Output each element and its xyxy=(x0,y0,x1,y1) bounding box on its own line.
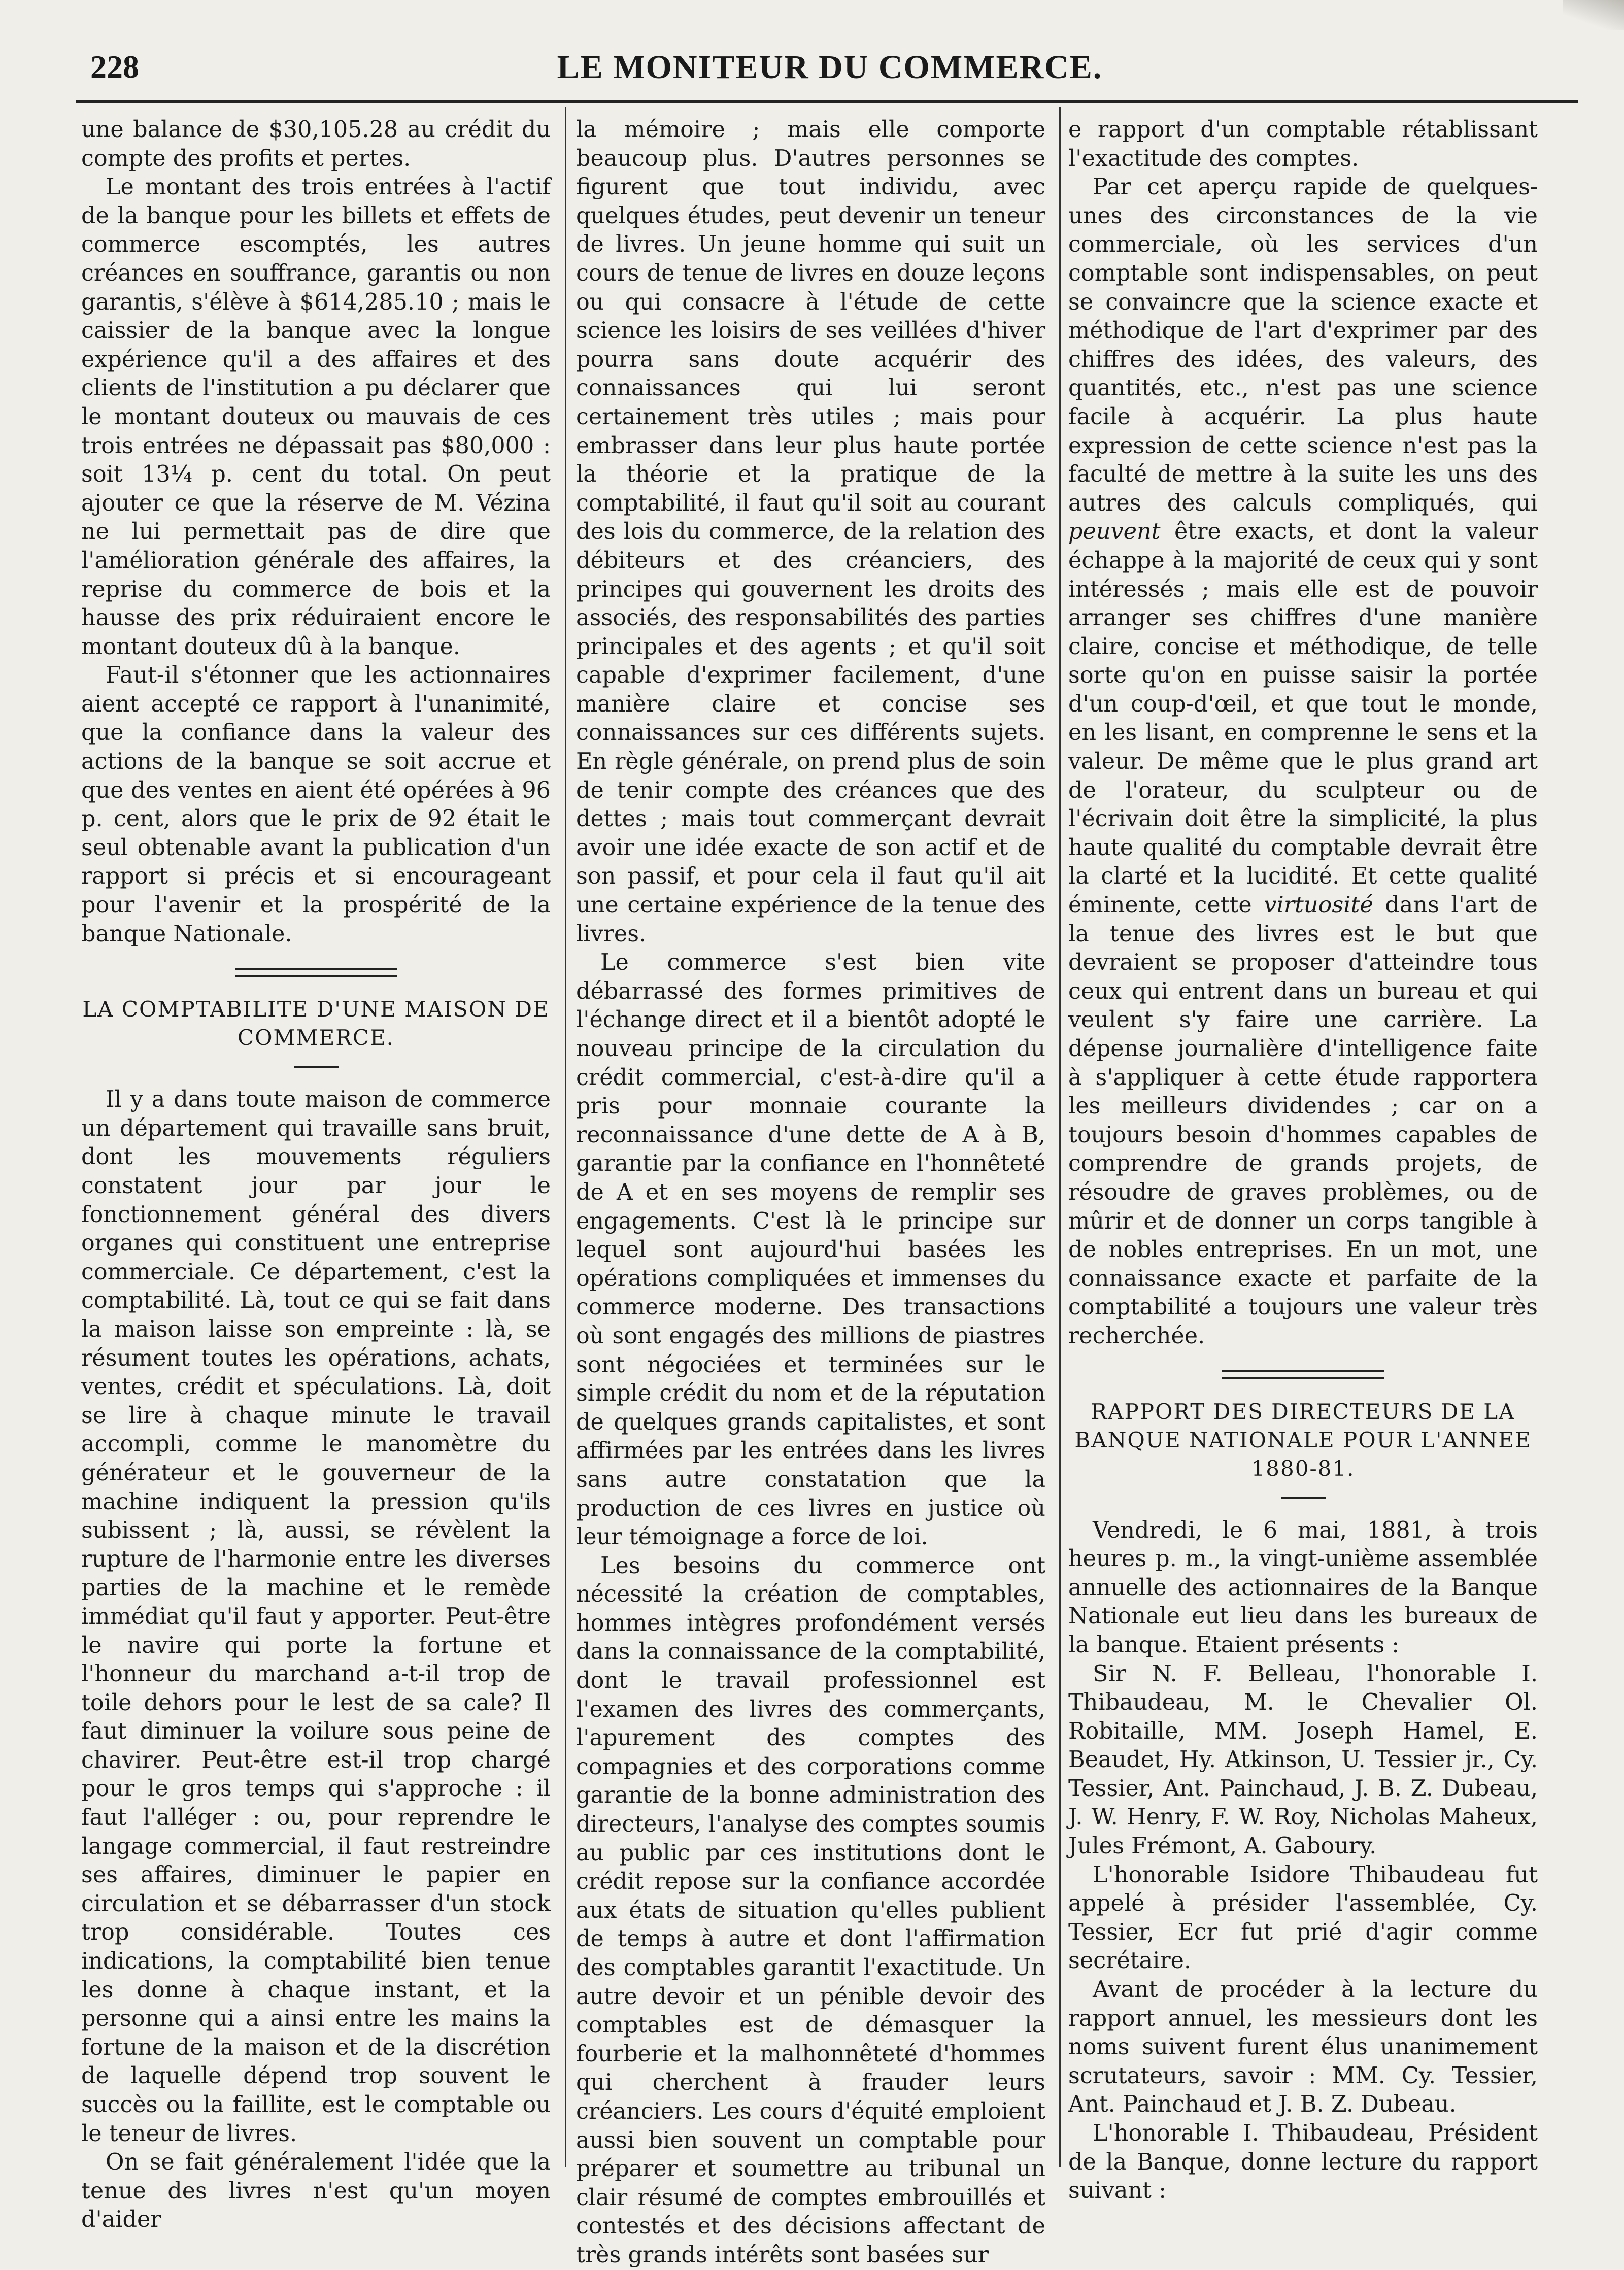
section-double-rule xyxy=(1222,1370,1384,1379)
col3-paragraph-4: Sir N. F. Belleau, l'honorable I. Thibaudeau, M. le Chevalier Ol. Robitaille, MM. Joseph Hamel, E. Beaudet, Hy. Atkinson, U. Tessier jr., Cy. Tessier, Ant. Painchaud, J. B. Z. Dubeau, J. W. Henry, F. W. Roy, Nicholas Maheux, Jules Frémont, A. Gaboury. xyxy=(1068,1661,1538,1859)
header-rule xyxy=(76,100,1578,103)
col2-paragraph-3: Les besoins du commerce ont nécessité la création de comptables, hommes intègres profondément versés dans la connaissance de la comptabilité, dont le travail professionnel est l'examen des livres des commerçants, l'apurement des comptes des compagnies et des corporations comme garantie de la bonne administration des directeurs, l'analyse des comptes soumis au public par ces institutions dont le crédit repose sur la confiance accordée aux états de situation qu'elles publient de temps à autre et dont l'affirmation des comptables garantit l'exactitude. Un autre devoir et un pénible devoir des comptables est de démasquer la fourberie et la malhonnêteté d'hommes qui cherchent à frauder leurs créanciers. Les cours d'équité emploient aussi bien souvent un comptable pour préparer et soumettre au tribunal un clair résumé de comptes embrouillés et contestés et des décisions affectant de très grands intérêts sont basées sur xyxy=(576,1552,1045,2268)
column-divider-1 xyxy=(565,107,566,2167)
col3-paragraph-1: e rapport d'un comptable rétablissant l'exactitude des comptes. xyxy=(1068,117,1538,172)
column-divider-2 xyxy=(1059,107,1061,2167)
section-short-rule xyxy=(294,1066,339,1068)
col3-paragraph-2-part-a: Par cet aperçu rapide de quelques-unes des circonstances de la vie commerciale, où les services d'un comptable sont indispensables, on peut se convaincre que la science exacte et méthodique de l'art d'exprimer par des chiffres des idées, des valeurs, des quantités, etc., n'est pas une science facile à acquérir. La plus haute expression de cette science n'est pas la faculté de mettre à la suite les uns des autres des calculs compliqués, qui xyxy=(1068,174,1538,516)
col3-paragraph-5: L'honorable Isidore Thibaudeau fut appelé à présider l'assemblée, Cy. Tessier, Ecr fut prié d'agir comme secrétaire. xyxy=(1068,1861,1538,1974)
section-double-rule xyxy=(235,968,397,977)
col1-paragraph-4: Il y a dans toute maison de commerce un département qui travaille sans bruit, dont les mouvements réguliers constatent jour par jour le fonctionnement général des divers organes qui constituent une entreprise commerciale. Ce département, c'est la comptabilité. Là, tout ce qui se fait dans la maison laisse son empreinte : là, se résument toutes les opérations, achats, ventes, crédit et spéculations. Là, doit se lire à chaque minute le travail accompli, comme le manomètre du générateur et le gouverneur de la machine indiquent la pression qu'ils subissent ; là, aussi, se révèlent la rupture de l'harmonie entre les diverses parties de la machine et le remède immédiat qu'il faut y apporter. Peut-être le navire qui porte la fortune et l'honneur du marchand a-t-il trop de toile dehors pour le lest de sa cale? Il faut diminuer la voilure sous peine de chavirer. Peut-être est-il trop chargé pour le gros temps qui s'approche : il faut l'alléger : ou, pour reprendre le langage commercial, il faut restreindre ses affaires, diminuer le papier en circulation et se débarrasser d'un stock trop considérable. Toutes ces indications, la comptabilité bien tenue les donne à chaque instant, et la personne qui a ainsi entre les mains la fortune de la maison et de la discrétion de laquelle dépend trop souvent le succès ou la faillite, est le comptable ou le teneur de livres. xyxy=(81,1087,551,2147)
torn-page-corner xyxy=(1563,0,1624,30)
column-1 xyxy=(81,116,551,2234)
section-title-rapport: RAPPORT DES DIRECTEURS DE LA BANQUE NATIONALE POUR L'ANNEE 1880-81. xyxy=(1074,1399,1532,1481)
col1-paragraph-3: Faut-il s'étonner que les actionnaires aient accepté ce rapport à l'unanimité, que la confiance dans la valeur des actions de la banque se soit accrue et que des ventes en aient été opérées à 96 p. cent, alors que le prix de 92 était le seul obtenable avant la publication d'un rapport si précis et si encourageant pour l'avenir et la prospérité de la banque Nationale. xyxy=(81,662,551,947)
column-2 xyxy=(576,116,1045,2270)
col3-paragraph-2-part-b: être exacts, et dont la valeur échappe à la majorité de ceux qui y sont intéressés ; mais elle est de pouvoir arranger ses chiffres d'une manière claire, concise et méthodique, de telle sorte qu'on en puisse saisir la portée d'un coup-d'œil, et que tout le monde, en les lisant, en comprenne le sens et la valeur. De même que le plus grand art de l'orateur, du sculpteur ou de l'écrivain doit être la simplicité, la plus haute qualité du comptable devrait être la clarté et la lucidité. Et cette qualité éminente, cette xyxy=(1068,519,1538,919)
col3-paragraph-3: Vendredi, le 6 mai, 1881, à trois heures p. m., la vingt-unième assemblée annuelle des actionnaires de la Banque Nationale eut lieu dans les bureaux de la banque. Etaient présents : xyxy=(1068,1517,1538,1658)
col2-paragraph-1: la mémoire ; mais elle comporte beaucoup plus. D'autres personnes se figurent que tout individu, avec quelques études, peut devenir un teneur de livres. Un jeune homme qui suit un cours de tenue de livres en douze leçons ou qui consacre à l'étude de cette science les loisirs de ses veillées d'hiver pourra sans doute acquérir des connaissances qui lui seront certainement très utiles ; mais pour embrasser dans leur plus haute portée la théorie et la pratique de la comptabilité, il faut qu'il soit au courant des lois du commerce, de la relation des débiteurs et des créanciers, des principes qui gouvernent les droits des associés, des responsabilités des parties principales et des agents ; et qu'il soit capable d'exprimer facilement, d'une manière claire et concise ses connaissances sur ces différents sujets. En règle générale, on prend plus de soin de tenir compte des créances que des dettes ; mais tout commerçant devrait avoir une idée exacte de son actif et de son passif, et pour cela il faut qu'il ait une certaine expérience de la tenue des livres. xyxy=(576,117,1045,947)
column-3 xyxy=(1068,116,1538,2206)
col3-paragraph-7: L'honorable I. Thibaudeau, Président de la Banque, donne lecture du rapport suivant : xyxy=(1068,2120,1538,2204)
col3-paragraph-2 xyxy=(1068,173,1538,1350)
col1-paragraph-1: une balance de $30,105.28 au crédit du compte des profits et pertes. xyxy=(81,117,551,172)
section-title-comptabilite: LA COMPTABILITE D'UNE MAISON DE COMMERCE. xyxy=(82,997,550,1051)
page-header xyxy=(81,43,1578,99)
publication-title: LE MONITEUR DU COMMERCE. xyxy=(557,49,1103,86)
col1-paragraph-2: Le montant des trois entrées à l'actif de la banque pour les billets et effets de commerce escomptés, les autres créances en souffrance, garantis ou non garantis, s'élève à $614,285.10 ; mais le caissier de la banque avec la longue expérience qu'il a des affaires et des clients de l'institution a pu déclarer que le montant douteux ou mauvais de ces trois entrées ne dépassait pas $80,000 : soit 13¼ p. cent du total. On peut ajouter ce que la réserve de M. Vézina ne lui permettait pas de dire que l'amélioration générale des affaires, la reprise du commerce de bois et la hausse des prix réduiraient encore le montant douteux dû à la banque. xyxy=(81,174,551,660)
section-short-rule xyxy=(1281,1497,1326,1499)
col3-paragraph-2-part-c: dans l'art de la tenue des livres est le but que devraient se proposer d'atteindre tous ceux qui entrent dans un bureau et qui veulent s'y faire une carrière. La dépense journalière d'intelligence faite à s'appliquer à cette étude rapportera les meilleurs dividendes ; car on a toujours besoin d'hommes capables de comprendre de grands projets, de résoudre de graves problèmes, ou de mûrir et de donner un corps tangible à de nobles entreprises. En un mot, une connaissance exacte et parfaite de la comptabilité a toujours une valeur très recherchée. xyxy=(1068,892,1538,1349)
col2-paragraph-2: Le commerce s'est bien vite débarrassé des formes primitives de l'échange direct et il a bientôt adopté le nouveau principe de la circulation du crédit commercial, c'est-à-dire qu'il a pris pour monnaie courante la reconnaissance d'une dette de A à B, garantie par la confiance en l'honnêteté de A et en ses moyens de remplir ses engagements. C'est là le principe sur lequel sont aujourd'hui basées les opérations compliquées et immenses du commerce moderne. Des transactions où sont engagés des millions de piastres sont négociées et terminées sur le simple crédit du nom et de la réputation de quelques grands capitalistes, et sont affirmées par les entrées dans les livres sans autre constatation que la production de ces livres en justice où leur témoignage a force de loi. xyxy=(576,950,1045,1550)
emphasis-peuvent: peuvent xyxy=(1068,519,1161,545)
col3-paragraph-6: Avant de procéder à la lecture du rapport annuel, les messieurs dont les noms suivent furent élus unanimement scrutateurs, savoir : MM. Cy. Tessier, Ant. Painchaud et J. B. Z. Dubeau. xyxy=(1068,1977,1538,2118)
col1-paragraph-5: On se fait généralement l'idée que la tenue des livres n'est qu'un moyen d'aider xyxy=(81,2149,551,2233)
emphasis-virtuosite: virtuosité xyxy=(1264,892,1373,919)
page-number: 228 xyxy=(90,49,139,85)
